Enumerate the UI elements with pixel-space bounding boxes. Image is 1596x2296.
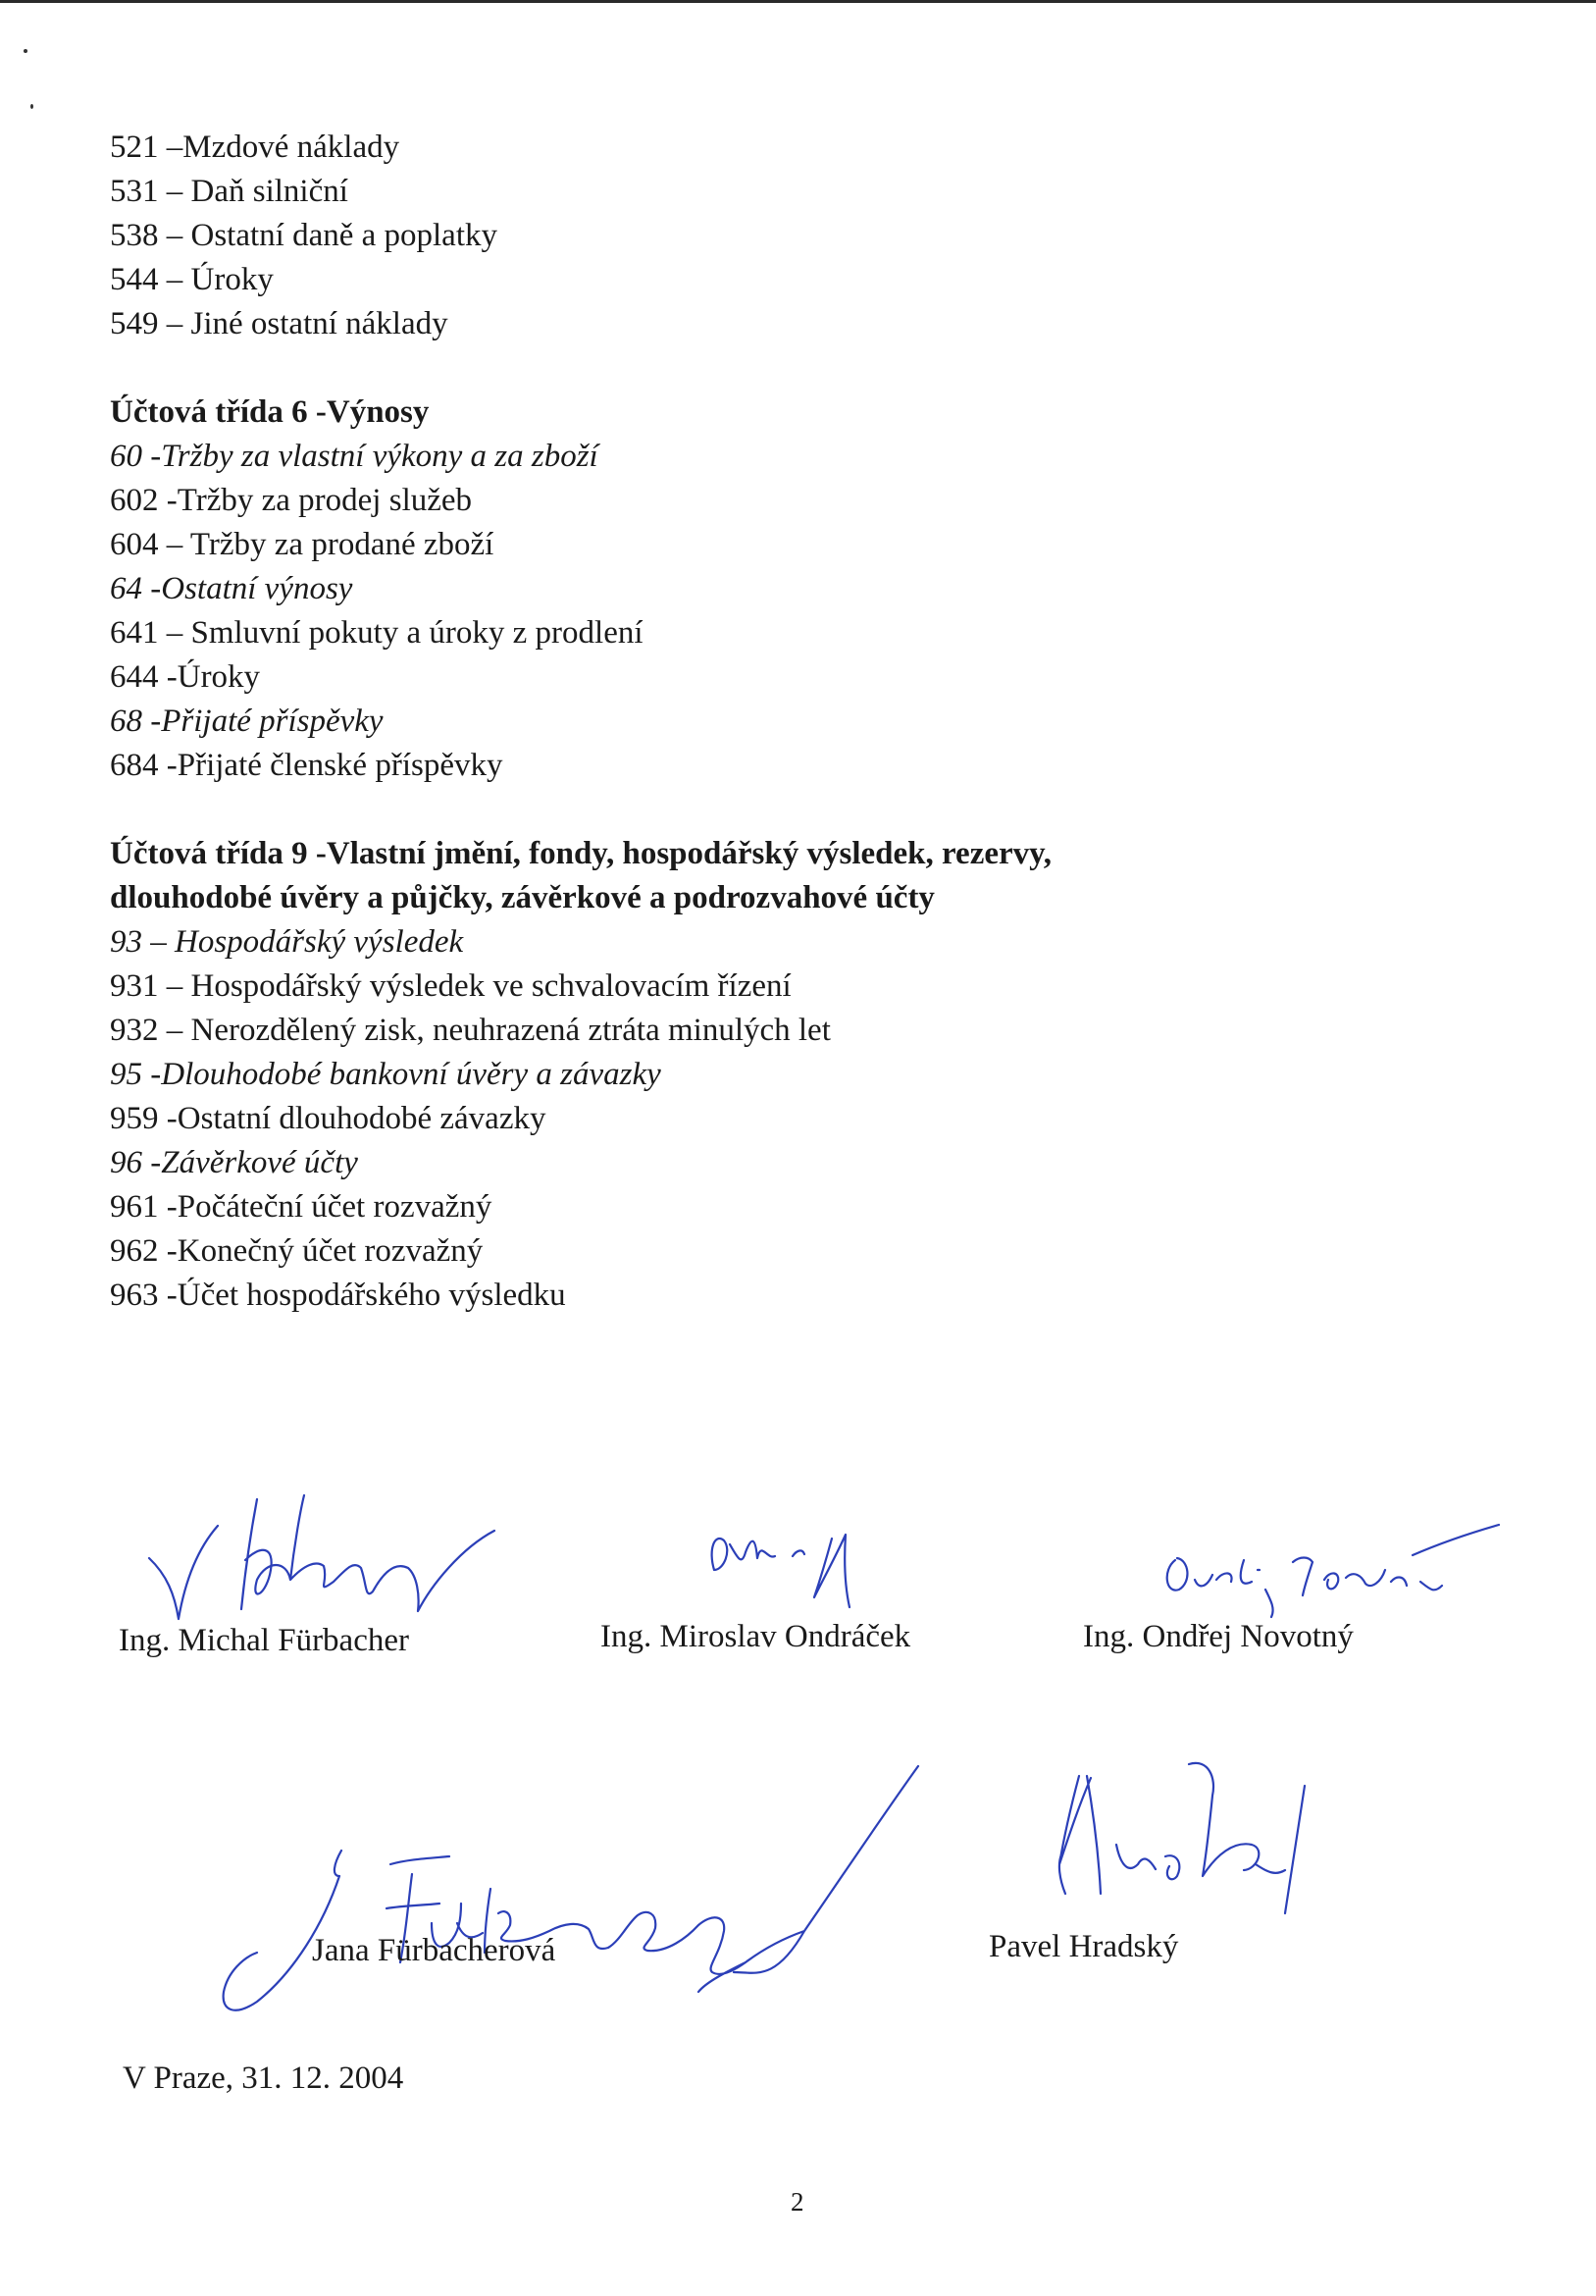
- account-group-line: 60 -Tržby za vlastní výkony a za zboží: [110, 439, 598, 474]
- account-line: 549 – Jiné ostatní náklady: [110, 306, 448, 341]
- signature-jana-furbacherova: [224, 1766, 918, 2010]
- account-line: 684 -Přijaté členské příspěvky: [110, 748, 503, 783]
- signatory-name: Ing. Ondřej Novotný: [1083, 1619, 1354, 1654]
- account-line: 641 – Smluvní pokuty a úroky z prodlení: [110, 615, 644, 651]
- signature-miroslav-ondracek: [712, 1535, 849, 1607]
- account-group-line: 93 – Hospodářský výsledek: [110, 924, 464, 960]
- account-line: 602 -Tržby za prodej služeb: [110, 483, 473, 518]
- signatory-name: Ing. Miroslav Ondráček: [600, 1619, 911, 1654]
- account-line: 644 -Úroky: [110, 659, 261, 695]
- account-line: 963 -Účet hospodářského výsledku: [110, 1278, 566, 1313]
- signature-michal-furbacher: [149, 1495, 494, 1619]
- account-group-line: 64 -Ostatní výnosy: [110, 571, 353, 606]
- account-line: 538 – Ostatní daně a poplatky: [110, 218, 498, 253]
- signatory-name: Jana Fürbacherová: [312, 1933, 556, 1968]
- account-line: 959 -Ostatní dlouhodobé závazky: [110, 1101, 546, 1136]
- signatory-name: Ing. Michal Fürbacher: [119, 1623, 409, 1658]
- signatory-name: Pavel Hradský: [989, 1929, 1179, 1964]
- account-line: 604 – Tržby za prodané zboží: [110, 527, 494, 562]
- account-group-line: 68 -Přijaté příspěvky: [110, 704, 384, 739]
- class-heading: Účtová třída 6 -Výnosy: [110, 394, 430, 430]
- account-line: 931 – Hospodářský výsledek ve schvalovacím řízení: [110, 968, 792, 1004]
- account-group-line: 95 -Dlouhodobé bankovní úvěry a závazky: [110, 1057, 661, 1092]
- account-line: 962 -Konečný účet rozvažný: [110, 1233, 484, 1269]
- signature-ondrej-novotny: [1167, 1525, 1499, 1617]
- account-group-line: 96 -Závěrkové účty: [110, 1145, 358, 1180]
- class-heading-continued: dlouhodobé úvěry a půjčky, závěrkové a podrozvahové účty: [110, 880, 935, 915]
- account-line: 932 – Nerozdělený zisk, neuhrazená ztráta minulých let: [110, 1013, 831, 1048]
- account-line: 544 – Úroky: [110, 262, 274, 297]
- signature-pavel-hradsky: [1059, 1763, 1305, 1913]
- account-line: 521 –Mzdové náklady: [110, 130, 400, 165]
- page-number: 2: [791, 2187, 804, 2217]
- class-heading: Účtová třída 9 -Vlastní jmění, fondy, hospodářský výsledek, rezervy,: [110, 836, 1053, 871]
- account-line: 531 – Daň silniční: [110, 174, 348, 209]
- place-and-date: V Praze, 31. 12. 2004: [123, 2061, 404, 2096]
- account-line: 961 -Počáteční účet rozvažný: [110, 1189, 492, 1225]
